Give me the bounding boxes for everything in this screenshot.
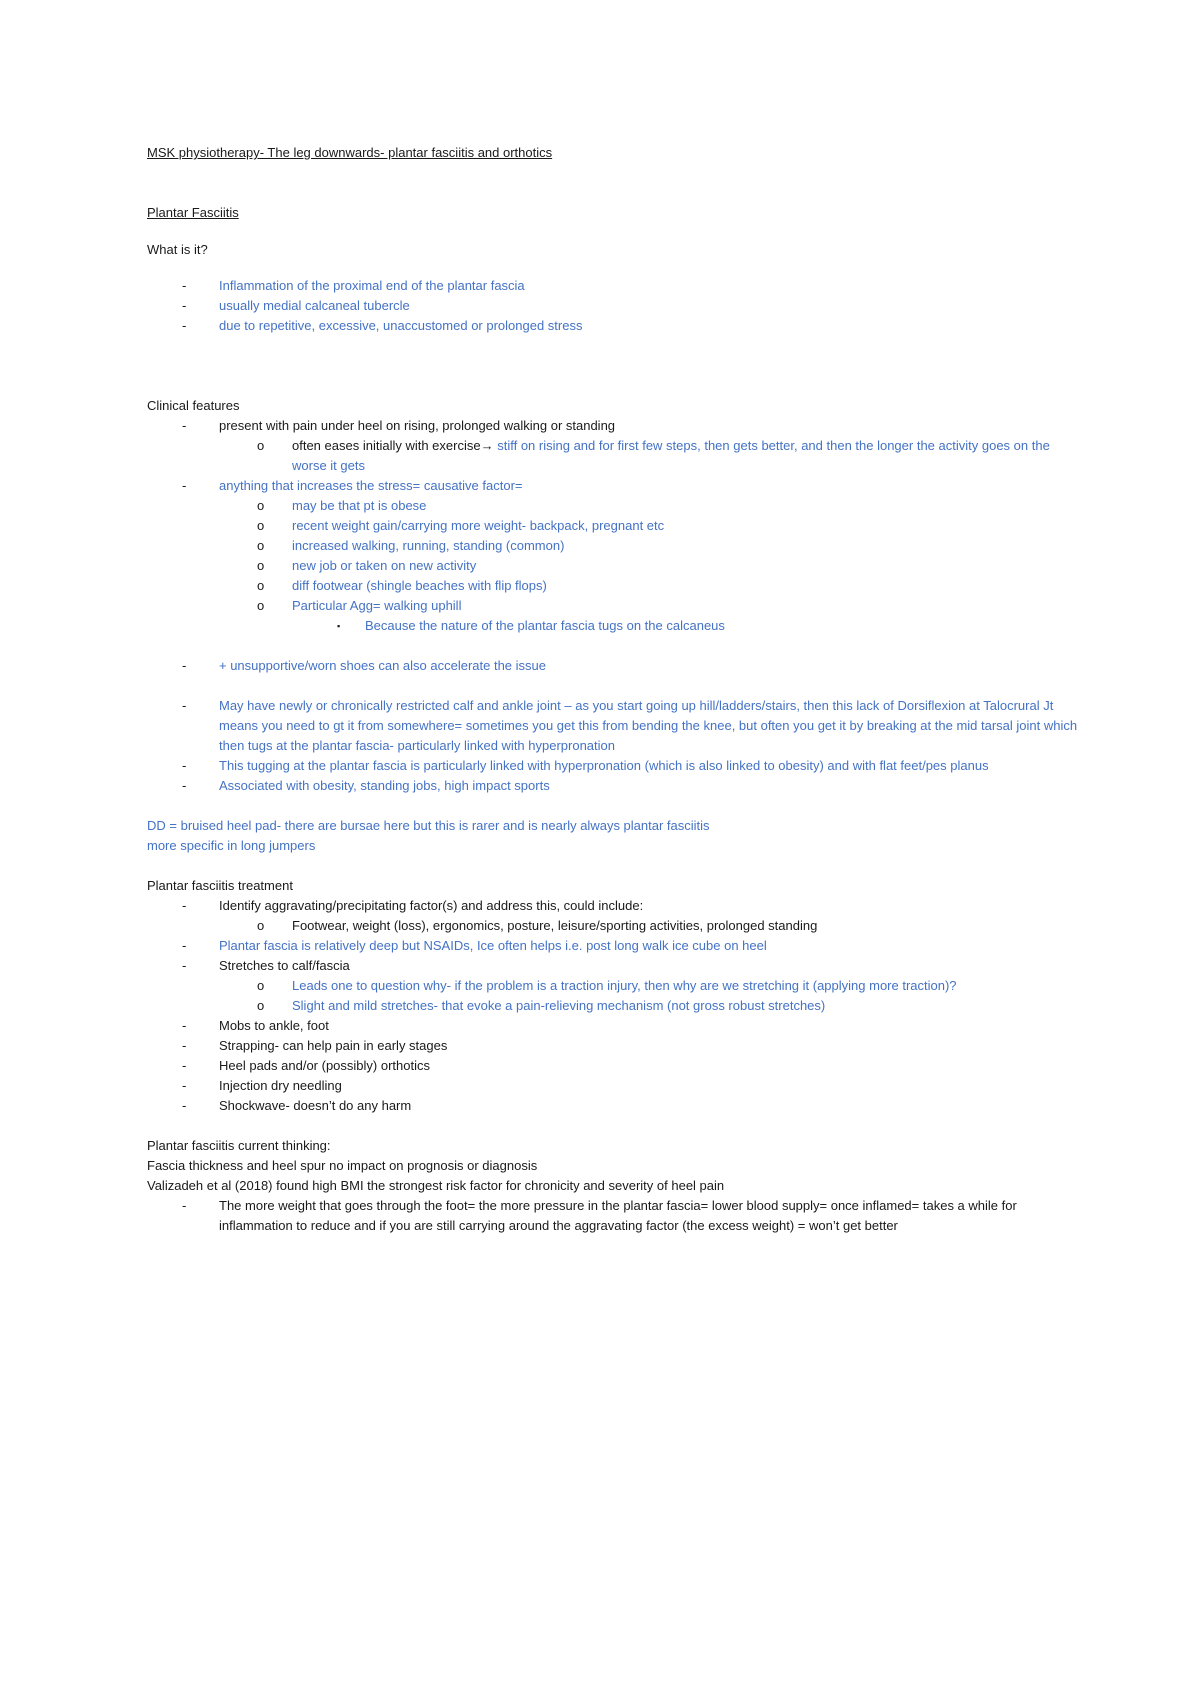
circle-marker: o [257,998,265,1013]
dash-marker: - [182,1018,187,1033]
list-item-text: recent weight gain/carrying more weight- backpack, pregnant etc [292,518,665,533]
list-item [147,1076,1077,1096]
list-item [147,616,1077,636]
current-thinking-line: Fascia thickness and heel spur no impact on prognosis or diagnosis [147,1158,538,1173]
dash-marker: - [182,658,187,673]
list-item-text: The more weight that goes through the foot= the more pressure in the plantar fascia= lower blood supply= once inflamed= takes a while for inflammation to reduce and if you are still carrying around the aggravating factor (the excess weight) = won’t get better [219,1198,1017,1233]
dash-marker: - [182,278,187,293]
list-item-text: May have newly or chronically restricted calf and ankle joint – as you start going up hill/ladders/stairs, then this lack of Dorsiflexion at Talocrural Jt means you need to gt it from somewhere= sometimes you get this from bending the knee, but often you get it by breaking at the mid tarsal joint which then tugs at the plantar fascia- particularly linked with hyperpronation [219,698,1078,753]
list-item-text: often eases initially with exercise [292,438,481,453]
list-item-text: Heel pads and/or (possibly) orthotics [219,1058,430,1073]
list-item [147,1016,1077,1036]
list-item-text: increased walking, running, standing (common) [292,538,565,553]
dash-marker: - [182,758,187,773]
list-item-text: Footwear, weight (loss), ergonomics, posture, leisure/sporting activities, prolonged standing [292,918,818,933]
dash-marker: - [182,778,187,793]
circle-marker: o [257,518,265,533]
list-item-text: + unsupportive/worn shoes can also accelerate the issue [219,658,546,673]
list-item [147,1096,1077,1116]
list-item-text: Particular Agg= walking uphill [292,598,462,613]
dash-marker: - [182,318,187,333]
dash-marker: - [182,698,187,713]
list-item [147,916,1077,936]
list-item-text: Inflammation of the proximal end of the plantar fascia [219,278,525,293]
list-item-text: may be that pt is obese [292,498,427,513]
circle-marker: o [257,598,265,613]
section-heading-treatment: Plantar fasciitis treatment [147,878,293,893]
list-item-text: new job or taken on new activity [292,558,477,573]
list-item [147,956,1077,976]
list-item [147,496,1077,516]
section-heading-clinical-features: Clinical features [147,398,240,413]
list-item-text: Slight and mild stretches- that evoke a pain-relieving mechanism (not gross robust stretches) [292,998,826,1013]
list-item [147,776,1077,796]
dash-marker: - [182,478,187,493]
dash-marker: - [182,298,187,313]
circle-marker: o [257,538,265,553]
square-marker: ▪ [337,621,341,631]
list-item [147,936,1077,956]
list-item [147,1196,1079,1236]
list-item [147,896,1077,916]
dash-marker: - [182,958,187,973]
list-item [147,756,1079,776]
current-thinking-line: Valizadeh et al (2018) found high BMI the strongest risk factor for chronicity and severity of heel pain [147,1178,725,1193]
list-item [147,696,1079,756]
section-heading-current-thinking: Plantar fasciitis current thinking: [147,1138,331,1153]
dash-marker: - [182,1038,187,1053]
list-item [147,516,1077,536]
list-item-text: Mobs to ankle, foot [219,1018,329,1033]
list-item-text: Stretches to calf/fascia [219,958,350,973]
list-item-text: present with pain under heel on rising, prolonged walking or standing [219,418,616,433]
list-item [147,656,1077,676]
dash-marker: - [182,1078,187,1093]
list-item [147,1036,1077,1056]
dash-marker: - [182,418,187,433]
list-item-text: Injection dry needling [219,1078,342,1093]
list-item [147,416,1077,436]
list-item-text: due to repetitive, excessive, unaccustomed or prolonged stress [219,318,583,333]
list-item [147,576,1077,596]
list-item [147,596,1077,616]
list-item-text: Strapping- can help pain in early stages [219,1038,448,1053]
circle-marker: o [257,438,265,453]
list-item-text: diff footwear (shingle beaches with flip flops) [292,578,547,593]
list-item [147,436,1082,476]
list-item [147,556,1077,576]
dash-marker: - [182,1198,187,1213]
list-item [147,996,1077,1016]
question-what-is-it: What is it? [147,242,208,257]
list-item-text: Plantar fascia is relatively deep but NSAIDs, Ice often helps i.e. post long walk ice cube on heel [219,938,767,953]
list-item-text: Leads one to question why- if the problem is a traction injury, then why are we stretching it (applying more traction)? [292,978,957,993]
list-item-text: Because the nature of the plantar fascia tugs on the calcaneus [365,618,725,633]
list-item [147,976,1077,996]
dash-marker: - [182,1058,187,1073]
list-item-text: Identify aggravating/precipitating factor(s) and address this, could include: [219,898,644,913]
list-item-text: anything that increases the stress= causative factor= [219,478,523,493]
circle-marker: o [257,498,265,513]
dash-marker: - [182,938,187,953]
list-item [147,476,1077,496]
list-item-text: Associated with obesity, standing jobs, high impact sports [219,778,550,793]
circle-marker: o [257,978,265,993]
list-item [147,1056,1077,1076]
document-title: MSK physiotherapy- The leg downwards- plantar fasciitis and orthotics [147,145,553,160]
arrow-icon: → [480,438,494,453]
list-item [147,276,1077,296]
circle-marker: o [257,558,265,573]
circle-marker: o [257,918,265,933]
list-item-text: This tugging at the plantar fascia is particularly linked with hyperpronation (which is also linked to obesity) and with flat feet/pes planus [219,758,989,773]
list-item-text-blue: stiff on rising and for first few steps, then gets better, and then the longer the activity goes on the worse it gets [292,438,1050,473]
list-item-text: usually medial calcaneal tubercle [219,298,410,313]
differential-diagnosis-note: more specific in long jumpers [147,838,316,853]
document-page [147,143,1077,1236]
list-item [147,316,1077,336]
dash-marker: - [182,898,187,913]
dash-marker: - [182,1098,187,1113]
differential-diagnosis-line: DD = bruised heel pad- there are bursae here but this is rarer and is nearly always plantar fasciitis [147,818,710,833]
list-item [147,296,1077,316]
circle-marker: o [257,578,265,593]
list-item [147,536,1077,556]
section-heading-plantar-fasciitis: Plantar Fasciitis [147,205,239,220]
list-item-text: Shockwave- doesn’t do any harm [219,1098,412,1113]
